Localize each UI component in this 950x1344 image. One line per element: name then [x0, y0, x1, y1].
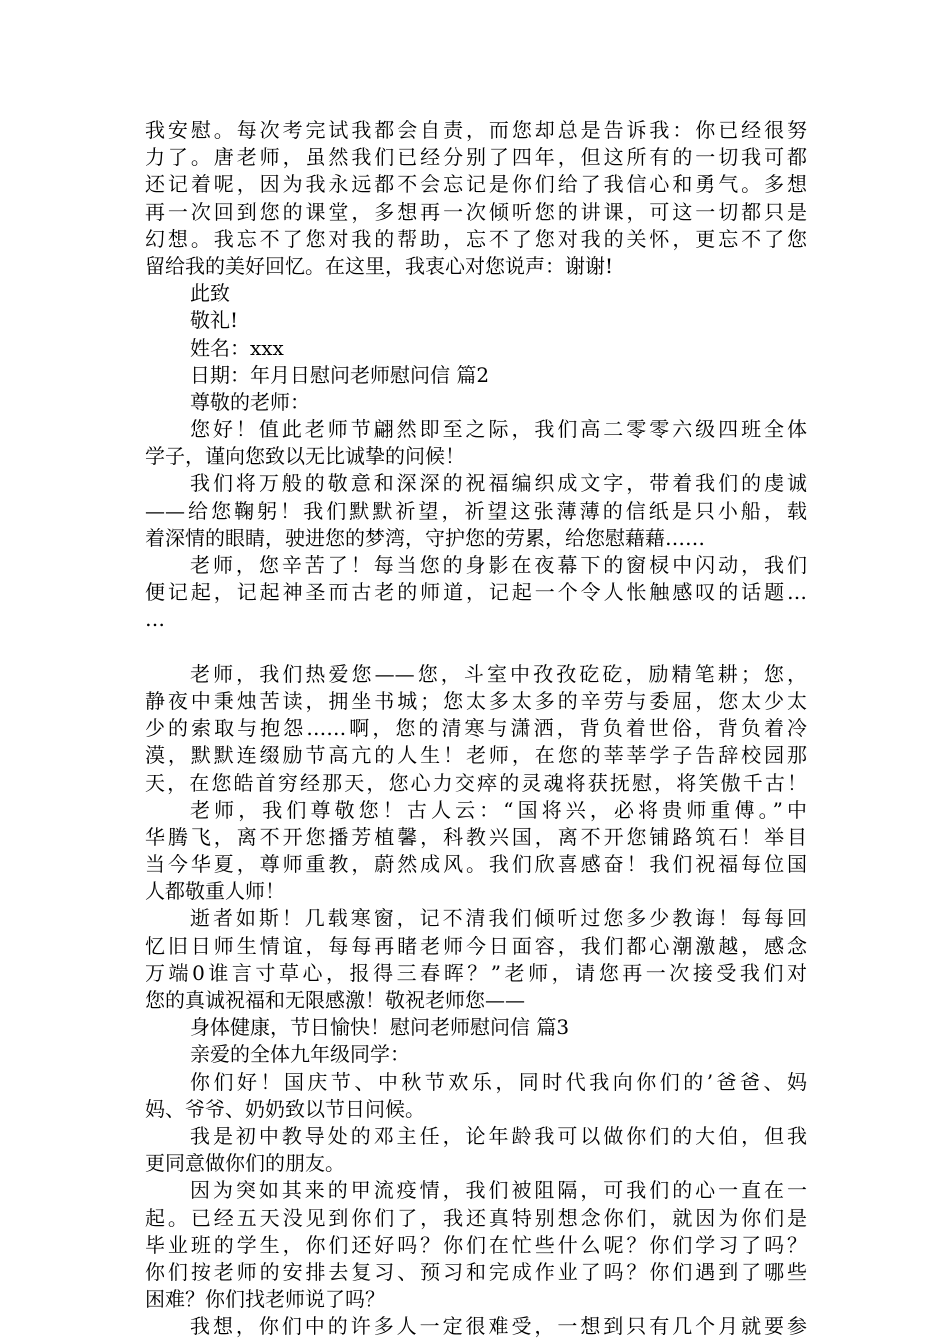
text-line: 当今华夏，尊师重教，蔚然成风。我们欣喜感奋！我们祝福每位国: [145, 852, 807, 877]
text-line: 天，在您皓首穷经那天，您心力交瘁的灵魂将获抚慰，将笑傲千古！: [145, 770, 807, 795]
text-line: 我想，你们中的许多人一定很难受，一想到只有几个月就要参: [190, 1314, 807, 1339]
text-line: 你们按老师的安排去复习、预习和完成作业了吗？你们遇到了哪些: [145, 1259, 807, 1284]
text-line: 便记起，记起神圣而古老的师道，记起一个令人怅触感叹的话题…: [145, 580, 807, 605]
text-line: 敬礼!: [190, 308, 239, 333]
text-line: 少的索取与抱怨……啊，您的清寒与潇洒，背负着世俗，背负着冷: [145, 716, 807, 741]
blank-line: [145, 634, 807, 661]
text-line: 此致: [190, 281, 230, 306]
text-line: 万端0谁言寸草心，报得三春晖？”老师，请您再一次接受我们对: [145, 960, 807, 985]
text-line: 你们好！国庆节、中秋节欢乐，同时代我向你们的’爸爸、妈: [190, 1069, 807, 1094]
text-line: 留给我的美好回忆。在这里，我衷心对您说声：谢谢!: [145, 253, 614, 278]
text-line: 我安慰。每次考完试我都会自责，而您却总是告诉我：你已经很努: [145, 118, 807, 142]
text-line: 因为突如其来的甲流疫情，我们被阻隔，可我们的心一直在一: [190, 1178, 807, 1203]
text-line: 学子，谨向您致以无比诚挚的问候！: [145, 444, 465, 469]
document-page: [145, 117, 807, 1340]
text-line: 忆旧日师生情谊，每每再睹老师今日面容，我们都心潮激越，感念: [145, 933, 807, 958]
text-line: 我们将万般的敬意和深深的祝福编织成文字，带着我们的虔诚: [190, 471, 807, 496]
text-line: 老师，我们热爱您——您，斗室中孜孜矻矻，励精笔耕；您，: [190, 661, 807, 686]
text-line: …: [145, 607, 165, 632]
text-line: 您好！值此老师节翩然即至之际，我们高二零零六级四班全体: [190, 417, 807, 442]
text-line: 亲爱的全体九年级同学：: [190, 1042, 410, 1067]
text-line: 更同意做你们的朋友。: [145, 1151, 345, 1176]
text-line: 日期：年月日慰问老师慰问信 篇2: [190, 362, 490, 387]
text-line: 再一次回到您的课堂，多想再一次倾听您的讲课，可这一切都只是: [145, 199, 807, 224]
text-line: 静夜中秉烛苦读，拥坐书城；您太多太多的辛劳与委屈，您太少太: [145, 688, 807, 713]
text-line: 毕业班的学生，你们还好吗？你们在忙些什么呢？你们学习了吗？: [145, 1232, 807, 1257]
text-line: 还记着呢，因为我永远都不会忘记是你们给了我信心和勇气。多想: [145, 172, 807, 197]
text-line: 困难？你们找老师说了吗？: [145, 1287, 385, 1312]
text-line: 漠，默默连缀励节高亢的人生！老师，在您的莘莘学子告辞校园那: [145, 743, 807, 768]
text-line: 逝者如斯！几载寒窗，记不清我们倾听过您多少教诲！每每回: [190, 906, 807, 931]
text-line: 尊敬的老师：: [190, 389, 310, 414]
text-line: 力了。唐老师，虽然我们已经分别了四年，但这所有的一切我可都: [145, 145, 807, 170]
text-line: 您的真诚祝福和无限感激！敬祝老师您——: [145, 988, 525, 1012]
text-line: 我是初中教导处的邓主任，论年龄我可以做你们的大伯，但我: [190, 1123, 807, 1148]
text-line: 人都敬重人师！: [145, 879, 285, 904]
text-line: 老师，您辛苦了！每当您的身影在夜幕下的窗棂中闪动，我们: [190, 553, 807, 577]
text-line: 华腾飞，离不开您播芳植馨，科教兴国，离不开您铺路筑石！举目: [145, 824, 807, 849]
text-line: 起。已经五天没见到你们了，我还真特别想念你们，就因为你们是: [145, 1205, 807, 1230]
text-line: 幻想。我忘不了您对我的帮助，忘不了您对我的关怀，更忘不了您: [145, 226, 807, 251]
text-line: 妈、爷爷、奶奶致以节日问候。: [145, 1096, 425, 1121]
text-line: 着深情的眼睛，驶进您的梦湾，守护您的劳累，给您慰藉藉……: [145, 525, 705, 550]
text-line: ——给您鞠躬！我们默默祈望，祈望这张薄薄的信纸是只小船，载: [145, 498, 807, 523]
text-line: 身体健康，节日愉快！慰问老师慰问信 篇3: [190, 1015, 570, 1040]
text-line: 姓名：xxx: [190, 335, 284, 360]
text-line: 老师，我们尊敬您！古人云：“国将兴，必将贵师重傅。”中: [190, 797, 807, 822]
